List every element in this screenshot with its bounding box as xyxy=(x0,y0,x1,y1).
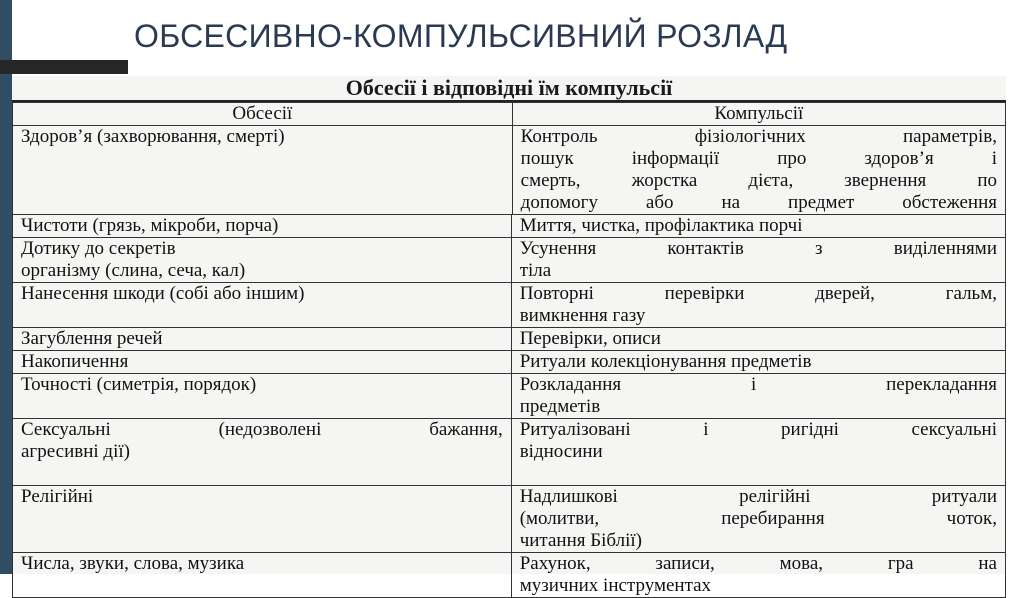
compulsion-cell xyxy=(511,238,1005,283)
cell-line: допомогу або на предмет обстеження xyxy=(520,192,997,213)
cell-line: предметів xyxy=(519,396,601,417)
obsession-cell xyxy=(13,238,512,283)
document-caption: Обсесії і відповідні їм компульсії xyxy=(345,75,673,100)
cell-line: Числа, звуки, слова, музика xyxy=(21,553,245,574)
slide-left-accent-bar xyxy=(0,0,12,574)
cell-line: пошук інформації про здоров’я і xyxy=(520,148,997,169)
table-top-fragment xyxy=(12,102,1006,215)
cell-line: тіла xyxy=(519,260,552,281)
table-main-fragment xyxy=(12,214,1006,598)
table-row xyxy=(13,215,1006,238)
compulsion-cell xyxy=(511,328,1005,351)
table-row xyxy=(13,283,1006,328)
compulsion-cell xyxy=(511,374,1005,419)
obsession-cell xyxy=(13,419,512,486)
cell-line: Усунення контактів з виділеннями xyxy=(519,238,997,259)
cell-line: Релігійні xyxy=(21,486,94,507)
cell-line: смерть, жорстка дієта, звернення по xyxy=(520,170,997,191)
cell-line: Дотику до секретів xyxy=(21,238,176,259)
cell-line: Точності (симетрія, порядок) xyxy=(21,374,257,395)
obsession-cell xyxy=(13,215,512,238)
cell-line: Ритуалізовані і ригідні сексуальні xyxy=(519,419,997,440)
cell-line: організму (слина, сеча, кал) xyxy=(21,260,246,281)
compulsion-cell xyxy=(511,553,1005,598)
obsession-cell xyxy=(13,374,512,419)
table-row xyxy=(13,126,1006,215)
cell-line: Загублення речей xyxy=(21,328,163,349)
header-obsessions: Обсесії xyxy=(13,103,513,126)
table-row xyxy=(13,419,1006,486)
cell-line: музичних інструментах xyxy=(519,575,712,596)
cell-line: Перевірки, описи xyxy=(519,328,661,349)
compulsion-cell xyxy=(511,351,1005,374)
cell-line: Контроль фізіологічних параметрів, xyxy=(520,126,997,147)
compulsion-cell xyxy=(511,283,1005,328)
obsession-cell xyxy=(13,486,512,553)
cell-line: Миття, чистка, профілактика порчі xyxy=(519,215,803,236)
table-row xyxy=(13,486,1006,553)
obsession-cell xyxy=(13,351,512,374)
compulsion-cell xyxy=(511,486,1005,553)
cell-line: агресивні дії) xyxy=(21,441,130,462)
cell-line: Нанесення шкоди (собі або іншим) xyxy=(21,283,305,304)
obsession-cell xyxy=(13,283,512,328)
cell-line: Ритуали колекціонування предметів xyxy=(519,351,812,372)
table-row xyxy=(13,374,1006,419)
cell-line: Розкладання і перекладання xyxy=(519,374,997,395)
cell-line: Повторні перевірки дверей, гальм, xyxy=(519,283,997,304)
compulsion-cell xyxy=(511,419,1005,486)
cell-line: Накопичення xyxy=(21,351,129,372)
obsession-cell xyxy=(13,328,512,351)
obsession-cell: Здоров’я (захворювання, смерті) xyxy=(13,126,513,215)
table-row xyxy=(13,238,1006,283)
table-header-row xyxy=(13,103,1006,126)
compulsion-cell xyxy=(512,126,1005,215)
cell-line: Надлишкові релігійні ритуали xyxy=(519,486,997,507)
cell-line: Сексуальні (недозволені бажання, xyxy=(21,419,503,440)
cell-line: Рахунок, записи, мова, гра на xyxy=(519,553,997,574)
table-row xyxy=(13,328,1006,351)
title-underline-bar xyxy=(0,60,128,74)
slide-title: ОБСЕСИВНО-КОМПУЛЬСИВНИЙ РОЗЛАД xyxy=(134,18,788,54)
obsession-cell xyxy=(13,553,512,598)
cell-line: читання Біблії) xyxy=(519,530,642,551)
scanned-document xyxy=(12,75,1006,596)
cell-line: Чистоти (грязь, мікроби, порча) xyxy=(21,215,279,236)
cell-line: вимкнення газу xyxy=(519,305,646,326)
header-compulsions: Компульсії xyxy=(512,103,1005,126)
cell-line: відносини xyxy=(519,441,603,462)
compulsion-cell xyxy=(511,215,1005,238)
cell-line: (молитви, перебирання чоток, xyxy=(519,508,997,529)
table-row xyxy=(13,351,1006,374)
table-row xyxy=(13,553,1006,598)
